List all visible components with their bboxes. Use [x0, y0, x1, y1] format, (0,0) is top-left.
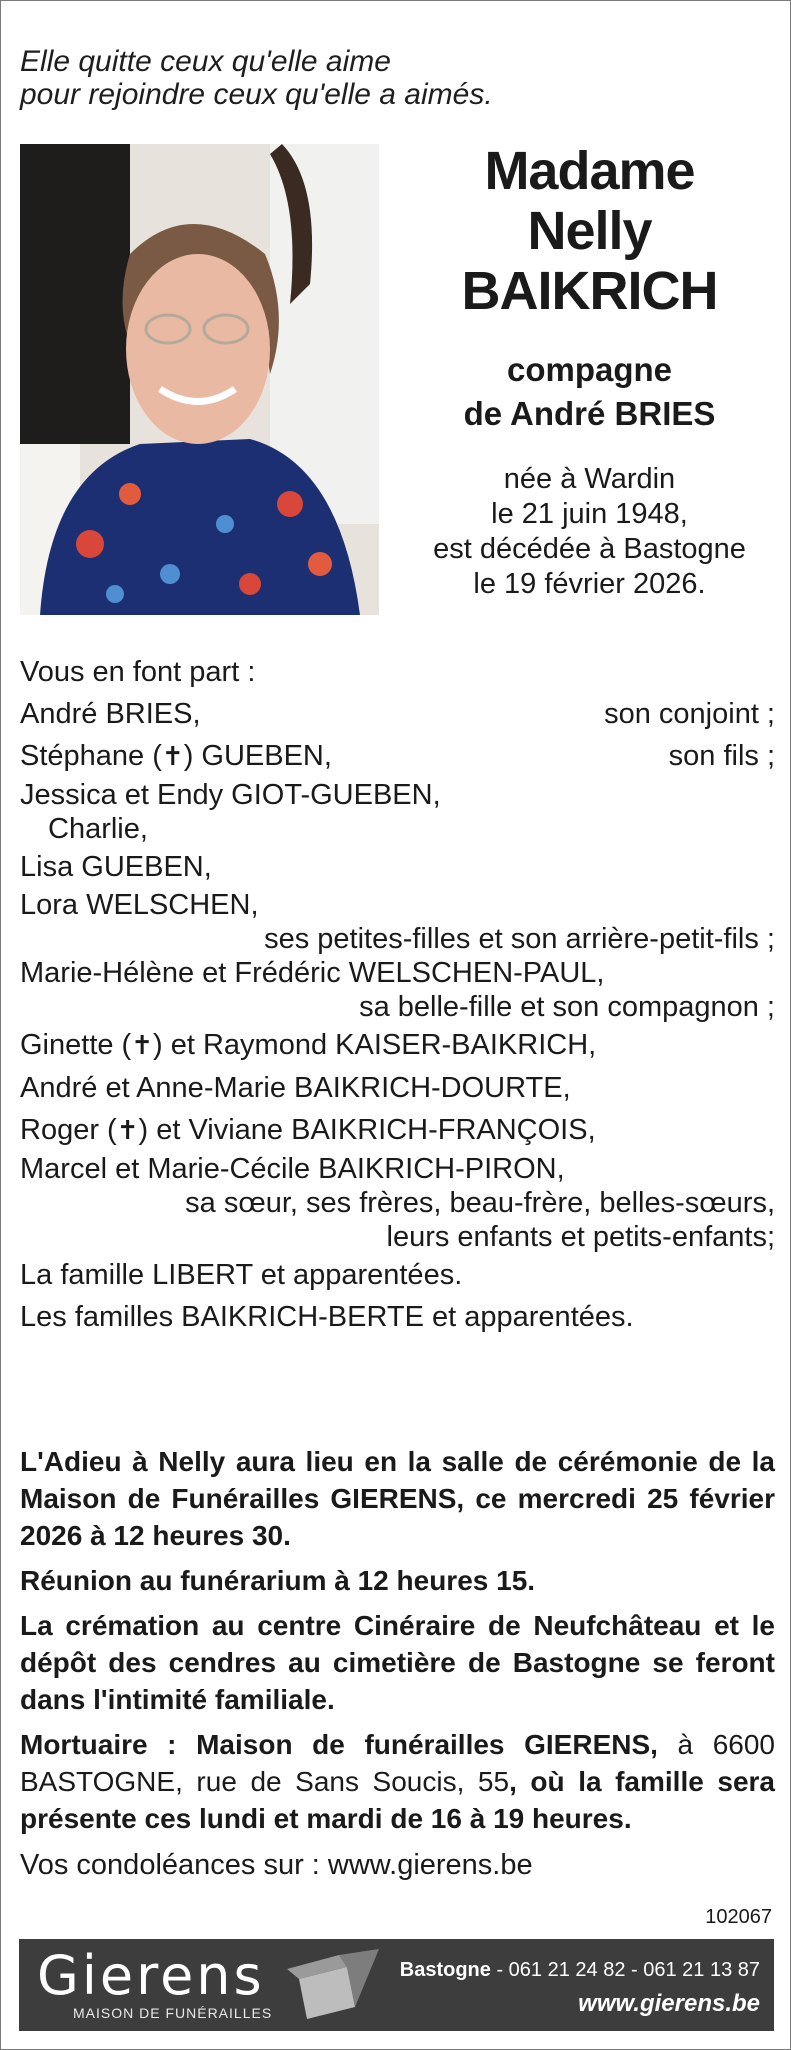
companion-line-1: compagne [506, 351, 673, 388]
quote-line-2: pour rejoindre ceux qu'elle a aimés. [20, 78, 493, 111]
death-date: le 19 février 2026. [473, 568, 706, 600]
contact-info [400, 1953, 760, 2021]
logo-mark-icon [281, 1947, 385, 2025]
family-row-jessica: Jessica et Endy GIOT-GUEBEN, [20, 779, 441, 811]
reference-number: 102067 [705, 1906, 772, 1928]
birth-place: née à Wardin [503, 463, 676, 495]
family-row-lora: Lora WELSCHEN, [20, 889, 259, 921]
deceased-title: Madame [484, 141, 695, 201]
condolences-info: Vos condoléances sur : www.gierens.be [20, 1849, 533, 1881]
epitaph-quote [20, 45, 720, 111]
spouse-role: son conjoint ; [604, 698, 775, 730]
son-name: Stéphane (✝) GUEBEN, [20, 740, 332, 772]
siblings-role-2: leurs enfants et petits-enfants; [386, 1221, 775, 1253]
cross-icon: ✝ [131, 1031, 154, 1061]
family-row-marcel: Marcel et Marie-Cécile BAIKRICH-PIRON, [20, 1153, 565, 1185]
spouse-name: André BRIES, [20, 698, 201, 730]
companion-info [397, 348, 782, 436]
cremation-info: La crémation au centre Cinéraire de Neufchâteau et le dépôt des cendres au cimetière de Bastogne se feront dans l'intimité familiale. [20, 1610, 775, 1715]
family-row-spouse [20, 693, 775, 735]
cross-icon: ✝ [161, 742, 184, 772]
family-intro: Vous en font part : [20, 656, 256, 688]
family-row-marie-helene: Marie-Hélène et Frédéric WELSCHEN-PAUL, [20, 957, 605, 989]
quote-line-1: Elle quitte ceux qu'elle aime [20, 45, 391, 78]
ceremony-info: L'Adieu à Nelly aura lieu en la salle de cérémonie de la Maison de Funérailles GIERENS, ce mercredi 25 février 2026 à 12 heures 30. [20, 1446, 775, 1551]
deceased-identity [397, 141, 782, 602]
family-row-lisa: Lisa GUEBEN, [20, 851, 212, 883]
son-role: son fils ; [668, 740, 775, 772]
logo-subtitle: MAISON DE FUNÉRAILLES [73, 2005, 273, 2021]
siblings-role-1: sa sœur, ses frères, beau-frère, belles-sœurs, [185, 1187, 775, 1219]
birth-date: le 21 juin 1948, [491, 498, 688, 530]
website-link[interactable]: www.gierens.be [578, 1990, 760, 2017]
family-row-charlie: Charlie, [48, 813, 148, 845]
grandchildren-role: ses petites-filles et son arrière-petit-fils ; [264, 923, 775, 955]
gierens-logo: Gierens [37, 1944, 265, 2007]
family-row-son [20, 735, 775, 778]
deceased-last-name: BAIKRICH [461, 261, 718, 321]
meeting-info: Réunion au funérarium à 12 heures 15. [20, 1565, 536, 1596]
family-row-baikrich-berte: Les familles BAIKRICH-BERTE et apparentées. [20, 1301, 634, 1333]
mortuary-info: Mortuaire : Maison de funérailles GIERENS, à 6600 BASTOGNE, rue de Sans Soucis, 55, où la famille sera présente ces lundi et mardi de 16 à 19 heures. [20, 1729, 775, 1834]
companion-line-2: de André BRIES [463, 395, 716, 432]
family-row-roger: Roger (✝) et Viviane BAIKRICH-FRANÇOIS, [20, 1114, 596, 1146]
family-row-andre-annemarie: André et Anne-Marie BAIKRICH-DOURTE, [20, 1072, 571, 1104]
birth-death-info [397, 462, 782, 602]
deceased-first-name: Nelly [527, 201, 652, 261]
contact-phones: Bastogne - 061 21 24 82 - 061 21 13 87 [399, 1959, 760, 1981]
funeral-details [20, 1443, 775, 1893]
cross-icon: ✝ [116, 1116, 139, 1146]
family-row-ginette: Ginette (✝) et Raymond KAISER-BAIKRICH, [20, 1029, 597, 1061]
death-place: est décédée à Bastogne [433, 533, 746, 565]
family-row-libert: La famille LIBERT et apparentées. [20, 1259, 463, 1291]
daughter-in-law-role: sa belle-fille et son compagnon ; [359, 991, 775, 1023]
funeral-home-banner [19, 1939, 774, 2031]
portrait-photo [20, 144, 379, 615]
family-announcement [20, 651, 775, 1338]
portrait-illustration [20, 144, 379, 615]
